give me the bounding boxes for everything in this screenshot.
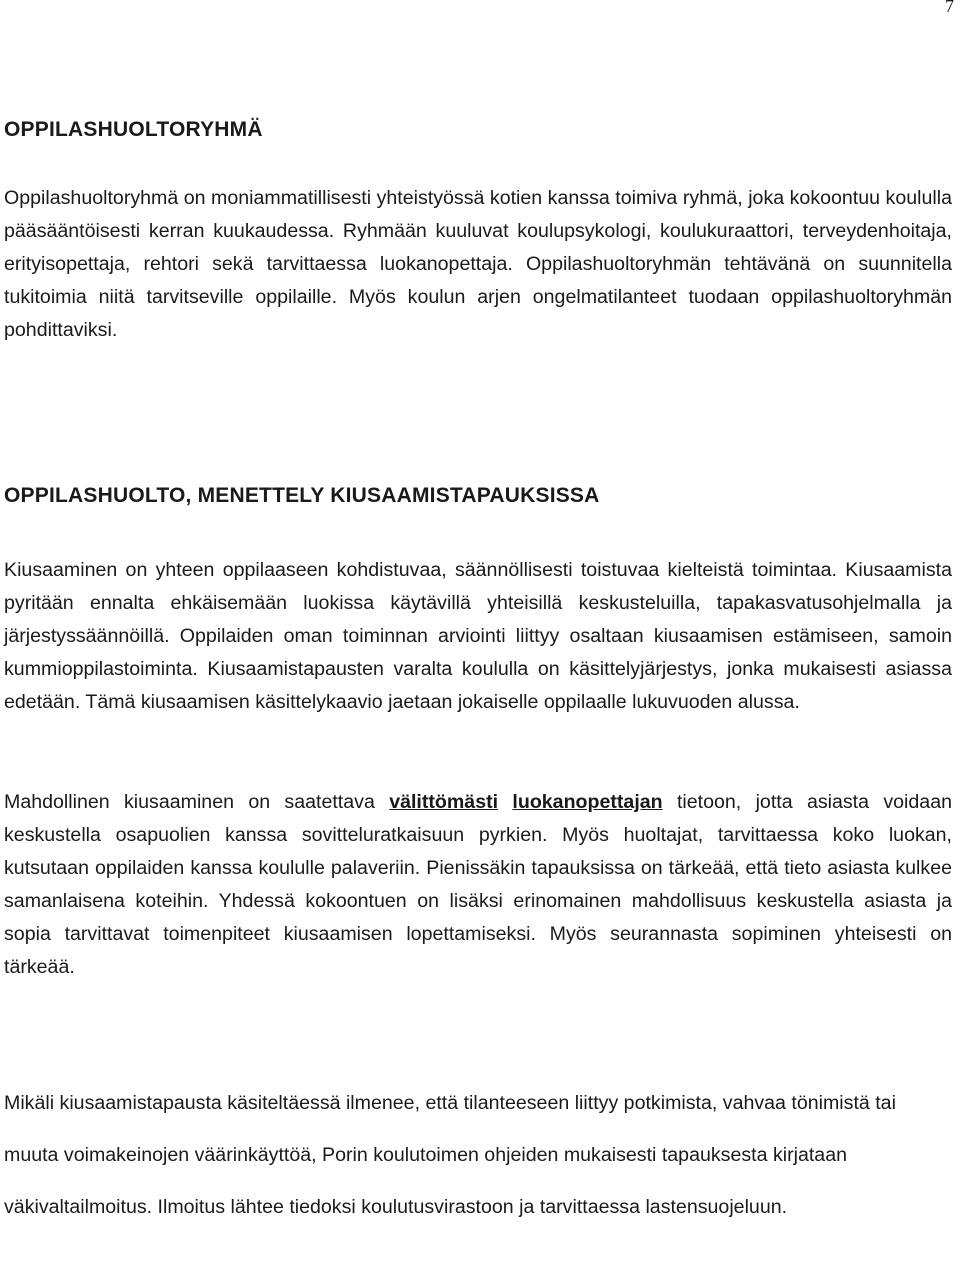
page-number: 7	[945, 0, 954, 16]
paragraph-ilmoittaminen-space	[498, 791, 512, 813]
paragraph-oppilashuoltoryhma: Oppilashuoltoryhmä on moniammatillisesti yhteistyössä kotien kanssa toimiva ryhmä, joka kokoontuu koululla pääsääntöisesti kerran kuukaudessa. Ryhmään kuuluvat koulupsykologi, koulukuraattori, terveydenhoitaja, erityisopettaja, rehtori sekä tarvittaessa luokanopettaja. Oppilashuoltoryhmän tehtävänä on suunnitella tukitoimia niitä tarvitseville oppilaille. Myös koulun arjen ongelmatilanteet tuodaan oppilashuoltoryhmän pohdittaviksi.	[4, 187, 952, 341]
paragraph-ilmoittaminen-rest: tietoon, jotta asiasta voidaan keskustella osapuolien kanssa sovitteluratkaisuun pyrkien. Myös huoltajat, tarvittaessa koko luokan, kutsutaan oppilaiden kanssa koululle palaveriin. Pienissäkin tapauksissa on tärkeää, että tieto asiasta kulkee samanlaisena koteihin. Yhdessä kokoontuen on lisäksi erinomainen mahdollisuus keskustella asiasta ja sopia tarvittavat toimenpiteet kiusaamisen lopettamiseksi. Myös seurannasta sopiminen yhteisesti on tärkeää.	[4, 791, 952, 978]
paragraph-ilmoittaminen	[4, 786, 952, 984]
heading-kiusaamistapaukset: OPPILASHUOLTO, MENETTELY KIUSAAMISTAPAUKSISSA	[4, 484, 600, 507]
emphasis-luokanopettajan: luokanopettajan	[512, 791, 663, 813]
paragraph-ilmoittaminen-start: Mahdollinen kiusaaminen on saatettava	[4, 791, 390, 813]
emphasis-valittomasti: välittömästi	[389, 791, 499, 813]
paragraph-vakivaltailmoitus: Mikäli kiusaamistapausta käsiteltäessä ilmenee, että tilanteeseen liittyy potkimista, vahvaa tönimistä tai muuta voimakeinojen väärinkäyttöä, Porin koulutoimen ohjeiden mukaisesti tapauksesta kirjataan väkivaltailmoitus. Ilmoitus lähtee tiedoksi koulutusvirastoon ja tarvittaessa lastensuojeluun.	[4, 1092, 896, 1218]
heading-oppilashuoltoryhma: OPPILASHUOLTORYHMÄ	[4, 118, 263, 141]
paragraph-kiusaaminen-maaritelma: Kiusaaminen on yhteen oppilaaseen kohdistuvaa, säännöllisesti toistuvaa kielteistä toimintaa. Kiusaamista pyritään ennalta ehkäisemään luokissa käytävillä yhteisillä keskusteluilla, tapakasvatusohjelmalla ja järjestyssäännöillä. Oppilaiden oman toiminnan arviointi liittyy osaltaan kiusaamisen estämiseen, samoin kummioppilastoiminta. Kiusaamistapausten varalta koululla on käsittelyjärjestys, jonka mukaisesti asiassa edetään. Tämä kiusaamisen käsittelykaavio jaetaan jokaiselle oppilaalle lukuvuoden alussa.	[4, 559, 952, 713]
